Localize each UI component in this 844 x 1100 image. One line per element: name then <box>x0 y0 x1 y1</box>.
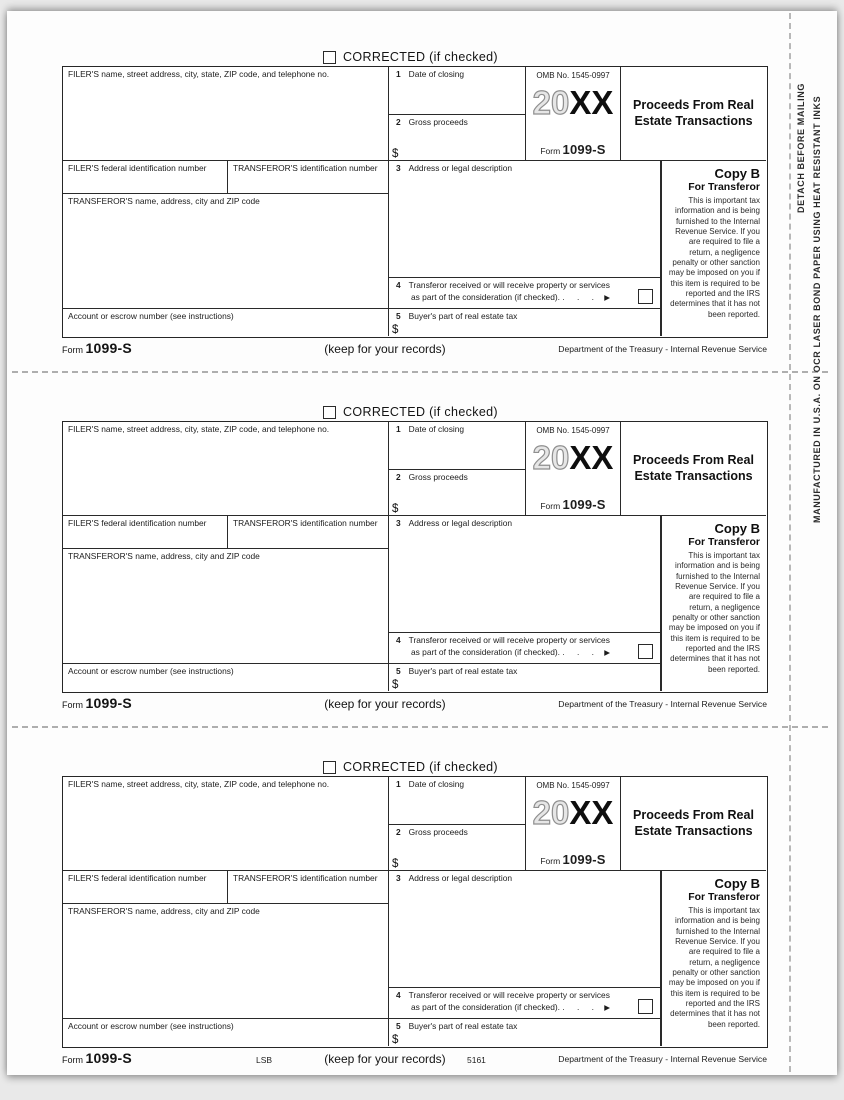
box1-date-of-closing-field <box>389 777 526 825</box>
for-transferor-label: For Transferor <box>688 181 760 193</box>
box5-dollar-sign: $ <box>392 679 399 691</box>
filer-tin-label: FILER'S federal identification number <box>68 518 207 528</box>
box4-line2-text: as part of the consideration (if checked). <box>411 1001 560 1012</box>
box3-label: Address or legal description <box>408 873 513 883</box>
box1-number: 1 <box>396 424 401 434</box>
transferor-tin-label: TRANSFEROR'S identification number <box>233 518 378 528</box>
box4-checkbox <box>638 999 653 1014</box>
year-suffix: XX <box>569 794 614 831</box>
important-tax-notice: This is important tax information and is being furnished to the Internal Revenue Service. If you are required to file a return, a negligence penalty or other sanction may be imposed on you if this item is required to be reported and the IRS determines that it has not been reported. <box>668 196 760 319</box>
footer-form-number <box>62 340 132 356</box>
box2-number: 2 <box>396 117 401 127</box>
box4-line2-text: as part of the consideration (if checked). <box>411 646 560 657</box>
tax-year <box>526 796 620 830</box>
box4-number: 4 <box>396 635 401 645</box>
important-tax-notice: This is important tax information and is being furnished to the Internal Revenue Service. If you are required to file a return, a negligence penalty or other sanction may be imposed on you if this item is required to be reported and the IRS determines that it has not been reported. <box>668 551 760 674</box>
box1-number: 1 <box>396 779 401 789</box>
year-prefix: 20 <box>532 84 570 121</box>
box2-dollar-sign: $ <box>392 148 399 160</box>
transferor-name-address-label: TRANSFEROR'S name, address, city and ZIP code <box>68 196 260 206</box>
omb-year-box <box>526 67 621 161</box>
box3-number: 3 <box>396 518 401 528</box>
filer-tin-field <box>63 161 228 194</box>
corrected-checkbox <box>323 51 336 64</box>
transferor-name-address-label: TRANSFEROR'S name, address, city and ZIP code <box>68 551 260 561</box>
box2-gross-proceeds-field <box>389 825 526 871</box>
box5-buyers-real-estate-tax-field <box>389 1019 661 1046</box>
box4-label-line2 <box>389 648 660 658</box>
corrected-checkbox <box>323 761 336 774</box>
box4-line2-text: as part of the consideration (if checked). <box>411 291 560 302</box>
footer-keep-for-records: (keep for your records) <box>324 697 446 711</box>
box1-number: 1 <box>396 69 401 79</box>
footer-form-number-bold: 1099-S <box>85 340 132 356</box>
box5-dollar-sign: $ <box>392 324 399 336</box>
box3-label: Address or legal description <box>408 163 513 173</box>
footer-form-word: Form <box>62 1055 83 1065</box>
copy-b-instructions-panel <box>661 161 766 336</box>
box5-buyers-real-estate-tax-field <box>389 309 661 336</box>
box4-property-services-field <box>389 278 661 309</box>
form-1099s-copy <box>0 50 844 357</box>
copy-b-label: Copy B <box>714 166 760 181</box>
footer-form-number-bold: 1099-S <box>85 1050 132 1066</box>
box4-label-line2 <box>389 1003 660 1013</box>
transferor-tin-label: TRANSFEROR'S identification number <box>233 873 378 883</box>
filer-name-address-field <box>63 422 389 516</box>
box4-label-line1: Transferor received or will receive property or services <box>408 990 610 1000</box>
important-tax-notice: This is important tax information and is being furnished to the Internal Revenue Service. If you are required to file a return, a negligence penalty or other sanction may be imposed on you if this item is required to be reported and the IRS determines that it has not been reported. <box>668 906 760 1029</box>
form-table <box>62 421 768 693</box>
form-number-line <box>526 497 620 512</box>
form-title: Proceeds From Real Estate Transactions <box>633 808 754 838</box>
omb-number: OMB No. 1545-0997 <box>536 426 610 435</box>
copy-b-instructions-panel <box>661 871 766 1046</box>
box2-gross-proceeds-field <box>389 115 526 161</box>
filer-tin-label: FILER'S federal identification number <box>68 163 207 173</box>
filer-name-address-label: FILER'S name, street address, city, state, ZIP code, and telephone no. <box>68 69 330 79</box>
account-escrow-field <box>63 309 389 336</box>
perforation-line-horizontal-1 <box>12 371 828 373</box>
form-number-line <box>526 142 620 157</box>
box4-arrow-icon: ▶ <box>604 1002 611 1012</box>
form-title-area <box>621 422 766 516</box>
box4-number: 4 <box>396 990 401 1000</box>
box4-dotted-leader: . . . <box>562 291 599 302</box>
filer-name-address-field <box>63 777 389 871</box>
omb-number: OMB No. 1545-0997 <box>536 781 610 790</box>
year-prefix: 20 <box>532 794 570 831</box>
form-word: Form <box>540 501 561 511</box>
box3-number: 3 <box>396 163 401 173</box>
box2-label: Gross proceeds <box>408 117 468 127</box>
form-word: Form <box>540 856 561 866</box>
box4-label-line2 <box>389 293 660 303</box>
omb-year-box <box>526 777 621 871</box>
footer-form-number-bold: 1099-S <box>85 695 132 711</box>
box3-address-legal-description-field <box>389 871 661 988</box>
tax-year <box>526 86 620 120</box>
box4-dotted-leader: . . . <box>562 646 599 657</box>
corrected-label: CORRECTED (if checked) <box>343 50 498 64</box>
box3-label: Address or legal description <box>408 518 513 528</box>
for-transferor-label: For Transferor <box>688 891 760 903</box>
box5-number: 5 <box>396 1021 401 1031</box>
form-number-line <box>526 852 620 867</box>
box4-arrow-icon: ▶ <box>604 292 611 302</box>
box5-dollar-sign: $ <box>392 1034 399 1046</box>
account-escrow-label: Account or escrow number (see instructions) <box>68 311 234 321</box>
box5-number: 5 <box>396 311 401 321</box>
form-title: Proceeds From Real Estate Transactions <box>633 453 754 483</box>
box1-date-of-closing-field <box>389 67 526 115</box>
omb-number: OMB No. 1545-0997 <box>536 71 610 80</box>
box2-number: 2 <box>396 827 401 837</box>
form-number: 1099-S <box>562 497 606 512</box>
filer-tin-label: FILER'S federal identification number <box>68 873 207 883</box>
transferor-tin-label: TRANSFEROR'S identification number <box>233 163 378 173</box>
form-table <box>62 66 768 338</box>
form-word: Form <box>540 146 561 156</box>
footer-form-number <box>62 695 132 711</box>
footer-keep-for-records: (keep for your records) <box>324 1052 446 1066</box>
form-title: Proceeds From Real Estate Transactions <box>633 98 754 128</box>
box2-dollar-sign: $ <box>392 858 399 870</box>
transferor-tin-field <box>228 516 389 549</box>
perforation-line-horizontal-2 <box>12 726 828 728</box>
box4-arrow-icon: ▶ <box>604 647 611 657</box>
copy-b-label: Copy B <box>714 876 760 891</box>
form-table <box>62 776 768 1048</box>
year-suffix: XX <box>569 84 614 121</box>
box5-buyers-real-estate-tax-field <box>389 664 661 691</box>
box2-number: 2 <box>396 472 401 482</box>
box3-number: 3 <box>396 873 401 883</box>
filer-name-address-label: FILER'S name, street address, city, state, ZIP code, and telephone no. <box>68 779 330 789</box>
box4-checkbox <box>638 289 653 304</box>
account-escrow-label: Account or escrow number (see instructions) <box>68 666 234 676</box>
box1-label: Date of closing <box>408 424 465 434</box>
footer-department-treasury: Department of the Treasury - Internal Revenue Service <box>558 344 767 354</box>
corrected-label: CORRECTED (if checked) <box>343 760 498 774</box>
box4-label-line1: Transferor received or will receive property or services <box>408 635 610 645</box>
box3-address-legal-description-field <box>389 161 661 278</box>
box5-number: 5 <box>396 666 401 676</box>
copy-b-label: Copy B <box>714 521 760 536</box>
transferor-name-address-field <box>63 904 389 1019</box>
filer-tin-field <box>63 516 228 549</box>
transferor-name-address-field <box>63 194 389 309</box>
tax-year <box>526 441 620 475</box>
box4-number: 4 <box>396 280 401 290</box>
form-1099s-copy <box>0 405 844 712</box>
footer-keep-for-records: (keep for your records) <box>324 342 446 356</box>
for-transferor-label: For Transferor <box>688 536 760 548</box>
form-title-area <box>621 777 766 871</box>
transferor-name-address-label: TRANSFEROR'S name, address, city and ZIP code <box>68 906 260 916</box>
box2-label: Gross proceeds <box>408 827 468 837</box>
form-1099s-copy <box>0 760 844 1067</box>
transferor-name-address-field <box>63 549 389 664</box>
box4-checkbox <box>638 644 653 659</box>
account-escrow-field <box>63 664 389 691</box>
box4-dotted-leader: . . . <box>562 1001 599 1012</box>
account-escrow-label: Account or escrow number (see instructions) <box>68 1021 234 1031</box>
transferor-tin-field <box>228 871 389 904</box>
footer-department-treasury: Department of the Treasury - Internal Revenue Service <box>558 1054 767 1064</box>
account-escrow-field <box>63 1019 389 1046</box>
filer-name-address-field <box>63 67 389 161</box>
corrected-checkbox <box>323 406 336 419</box>
box5-label: Buyer's part of real estate tax <box>408 666 518 676</box>
transferor-tin-field <box>228 161 389 194</box>
form-number: 1099-S <box>562 852 606 867</box>
box3-address-legal-description-field <box>389 516 661 633</box>
year-prefix: 20 <box>532 439 570 476</box>
box4-label-line1: Transferor received or will receive property or services <box>408 280 610 290</box>
box2-gross-proceeds-field <box>389 470 526 516</box>
footer-form-word: Form <box>62 345 83 355</box>
copy-b-instructions-panel <box>661 516 766 691</box>
footer-lsb-code: LSB <box>256 1055 273 1065</box>
box1-label: Date of closing <box>408 69 465 79</box>
omb-year-box <box>526 422 621 516</box>
side-text-manufactured-notice: MANUFACTURED IN U.S.A. ON OCR LASER BOND PAPER USING HEAT RESISTANT INKS <box>812 95 822 523</box>
side-text-detach-before-mailing: DETACH BEFORE MAILING <box>796 83 806 213</box>
footer-department-treasury: Department of the Treasury - Internal Revenue Service <box>558 699 767 709</box>
box5-label: Buyer's part of real estate tax <box>408 1021 518 1031</box>
corrected-label: CORRECTED (if checked) <box>343 405 498 419</box>
box1-label: Date of closing <box>408 779 465 789</box>
box2-dollar-sign: $ <box>392 503 399 515</box>
box1-date-of-closing-field <box>389 422 526 470</box>
box2-label: Gross proceeds <box>408 472 468 482</box>
year-suffix: XX <box>569 439 614 476</box>
box4-property-services-field <box>389 633 661 664</box>
filer-name-address-label: FILER'S name, street address, city, state, ZIP code, and telephone no. <box>68 424 330 434</box>
box5-label: Buyer's part of real estate tax <box>408 311 518 321</box>
filer-tin-field <box>63 871 228 904</box>
footer-form-number <box>62 1050 132 1066</box>
footer-form-word: Form <box>62 700 83 710</box>
footer-print-code: 5161 <box>467 1055 486 1065</box>
box4-property-services-field <box>389 988 661 1019</box>
form-number: 1099-S <box>562 142 606 157</box>
form-title-area <box>621 67 766 161</box>
